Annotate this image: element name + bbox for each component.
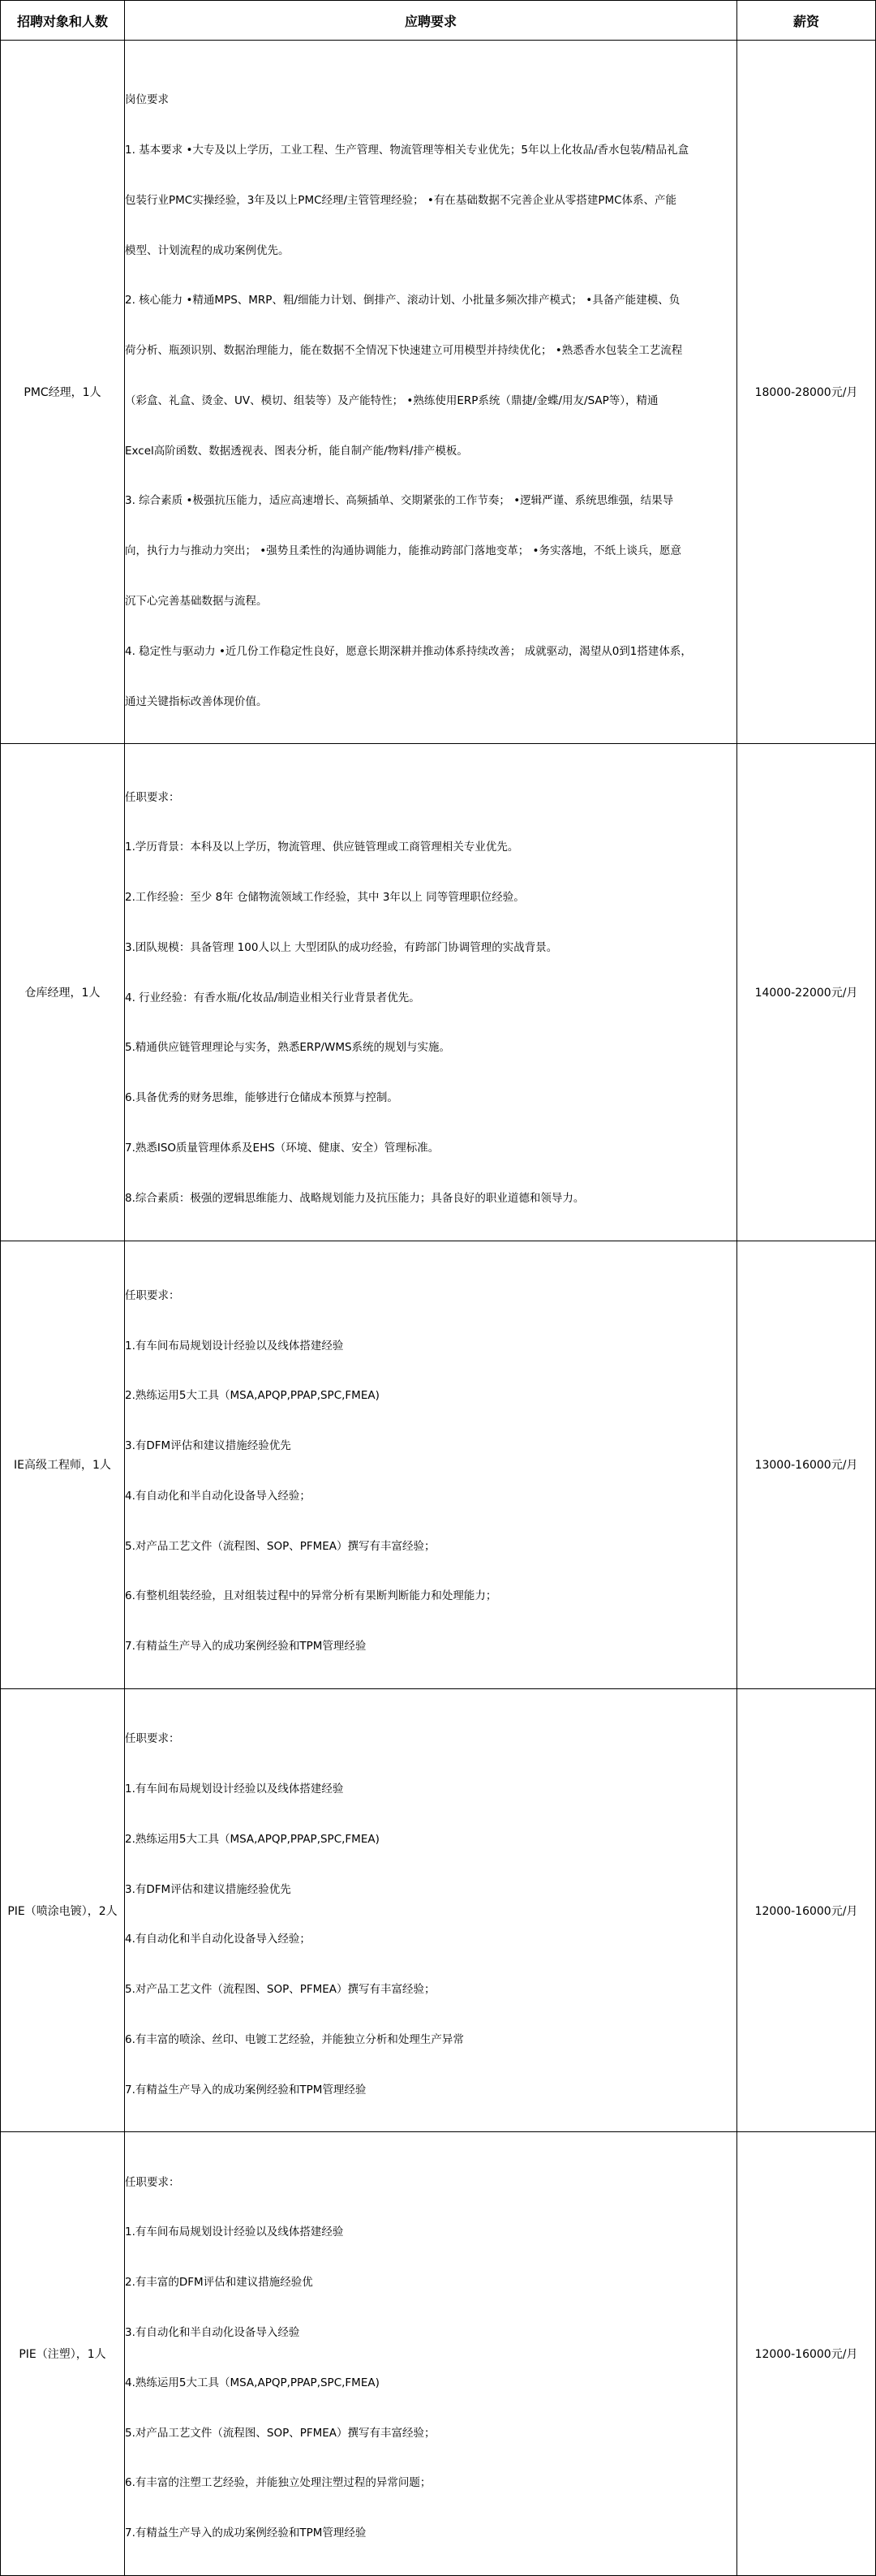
header-requirements: 应聘要求 [125,1,737,41]
requirement-line: 岗位要求 [125,93,169,107]
requirements-list [125,1697,736,2131]
requirements-list [125,1254,736,1688]
requirement-line: 6.有丰富的注塑工艺经验，并能独立处理注塑过程的异常问题； [125,2476,432,2490]
salary-cell: 18000-28000元/月 [737,41,876,744]
position-cell: 仓库经理，1人 [1,744,125,1241]
requirement-line: 沉下心完善基础数据与流程。 [125,595,268,608]
table-row [1,2132,876,2575]
requirement-line: 任职要求： [125,2175,180,2189]
salary-cell: 12000-16000元/月 [737,2132,876,2575]
requirement-line: 3.团队规模：具备管理 100人以上 大型团队的成功经验，有跨部门协调管理的实战背景。 [125,940,558,954]
requirement-line: 5.对产品工艺文件（流程图、SOP、PFMEA）撰写有丰富经验； [125,1539,436,1553]
requirements-cell [125,41,737,744]
requirement-line: 7.熟悉ISO质量管理体系及EHS（环境、健康、安全）管理标准。 [125,1142,440,1155]
requirement-line: 1.有车间布局规划设计经验以及线体搭建经验 [125,1339,344,1353]
requirements-cell [125,1689,737,2132]
requirement-line: 2.工作经验：至少 8年 仓储物流领域工作经验，其中 3年以上 同等管理职位经验。 [125,891,525,905]
requirement-line: 7.有精益生产导入的成功案例经验和TPM管理经验 [125,2083,367,2096]
requirements-cell [125,744,737,1241]
requirement-line: 7.有精益生产导入的成功案例经验和TPM管理经验 [125,2527,367,2540]
requirement-line: 1.有车间布局规划设计经验以及线体搭建经验 [125,2226,344,2239]
requirement-line: 2.有丰富的DFM评估和建议措施经验优 [125,2276,313,2290]
header-salary: 薪资 [737,1,876,41]
requirement-line: 通过关键指标改善体现价值。 [125,695,268,708]
requirement-line: 1.学历背景：本科及以上学历，物流管理、供应链管理或工商管理相关专业优先。 [125,841,519,854]
position-cell: PMC经理，1人 [1,41,125,744]
requirement-line: Excel高阶函数、数据透视表、图表分析，能自制产能/物料/排产模板。 [125,444,468,458]
requirement-line: 4. 稳定性与驱动力 •近几份工作稳定性良好，愿意长期深耕并推动体系持续改善； 成就驱动，渴望从0到1搭建体系， [125,644,692,658]
position-cell: PIE（注塑），1人 [1,2132,125,2575]
requirement-line: 任职要求： [125,790,180,804]
requirement-line: 向，执行力与推动力突出； •强势且柔性的沟通协调能力，能推动跨部门落地变革； •务实落地，不纸上谈兵，愿意 [125,544,682,558]
requirement-line: 6.具备优秀的财务思维，能够进行仓储成本预算与控制。 [125,1091,398,1105]
requirements-cell [125,1241,737,1688]
requirement-line: 4.有自动化和半自动化设备导入经验； [125,1933,311,1946]
requirement-line: 4.熟练运用5大工具（MSA,APQP,PPAP,SPC,FMEA) [125,2376,380,2389]
requirement-line: 3. 综合素质 •极强抗压能力，适应高速增长、高频插单、交期紧张的工作节奏； •逻辑严谨、系统思维强，结果导 [125,494,674,508]
requirement-line: 1. 基本要求 •大专及以上学历，工业工程、生产管理、物流管理等相关专业优先；5年以上化妆品/香水包装/精品礼盒 [125,143,689,157]
requirement-line: 3.有DFM评估和建议措施经验优先 [125,1882,291,1896]
requirement-line: 2.熟练运用5大工具（MSA,APQP,PPAP,SPC,FMEA) [125,1389,380,1403]
requirements-cell [125,2132,737,2575]
requirement-line: 3.有自动化和半自动化设备导入经验 [125,2325,300,2339]
requirements-list [125,58,736,743]
position-cell: PIE（喷涂电镀），2人 [1,1689,125,2132]
table-header-row [1,1,876,41]
requirement-line: 任职要求： [125,1732,180,1746]
requirement-line: 6.有整机组装经验，且对组装过程中的异常分析有果断判断能力和处理能力； [125,1589,497,1603]
requirement-line: 5.精通供应链管理理论与实务，熟悉ERP/WMS系统的规划与实施。 [125,1041,451,1055]
header-position: 招聘对象和人数 [1,1,125,41]
requirements-list [125,2140,736,2574]
table-row [1,744,876,1241]
requirement-line: 荷分析、瓶颈识别、数据治理能力，能在数据不全情况下快速建立可用模型并持续优化； •熟悉香水包装全工艺流程 [125,344,683,358]
requirement-line: 模型、计划流程的成功案例优先。 [125,243,290,257]
salary-cell: 13000-16000元/月 [737,1241,876,1688]
table-row [1,41,876,744]
position-cell: IE高级工程师，1人 [1,1241,125,1688]
requirement-line: 7.有精益生产导入的成功案例经验和TPM管理经验 [125,1640,367,1654]
table-row [1,1689,876,2132]
requirement-line: （彩盒、礼盒、烫金、UV、模切、组装等）及产能特性； •熟练使用ERP系统（鼎捷/金蝶/用友/SAP等），精通 [125,393,659,407]
table-row [1,1241,876,1688]
requirement-line: 1.有车间布局规划设计经验以及线体搭建经验 [125,1782,344,1795]
requirement-line: 8.综合素质：极强的逻辑思维能力、战略规划能力及抗压能力；具备良好的职业道德和领导力。 [125,1191,585,1205]
requirement-line: 4.有自动化和半自动化设备导入经验； [125,1489,311,1503]
salary-cell: 12000-16000元/月 [737,1689,876,2132]
requirement-line: 5.对产品工艺文件（流程图、SOP、PFMEA）撰写有丰富经验； [125,1983,436,1997]
requirement-line: 6.有丰富的喷涂、丝印、电镀工艺经验，并能独立分析和处理生产异常 [125,2032,464,2046]
requirement-line: 2.熟练运用5大工具（MSA,APQP,PPAP,SPC,FMEA) [125,1832,380,1846]
requirement-line: 3.有DFM评估和建议措施经验优先 [125,1439,291,1453]
salary-cell: 14000-22000元/月 [737,744,876,1241]
requirements-list [125,755,736,1240]
requirement-line: 任职要求： [125,1288,180,1302]
requirement-line: 4. 行业经验：有香水瓶/化妆品/制造业相关行业背景者优先。 [125,991,420,1004]
requirement-line: 2. 核心能力 •精通MPS、MRP、粗/细能力计划、倒排产、滚动计划、小批量多频次排产模式； •具备产能建模、负 [125,294,681,307]
requirement-line: 包装行业PMC实操经验，3年及以上PMC经理/主管管理经验； •有在基础数据不完善企业从零搭建PMC体系、产能 [125,193,677,207]
requirement-line: 5.对产品工艺文件（流程图、SOP、PFMEA）撰写有丰富经验； [125,2426,436,2440]
